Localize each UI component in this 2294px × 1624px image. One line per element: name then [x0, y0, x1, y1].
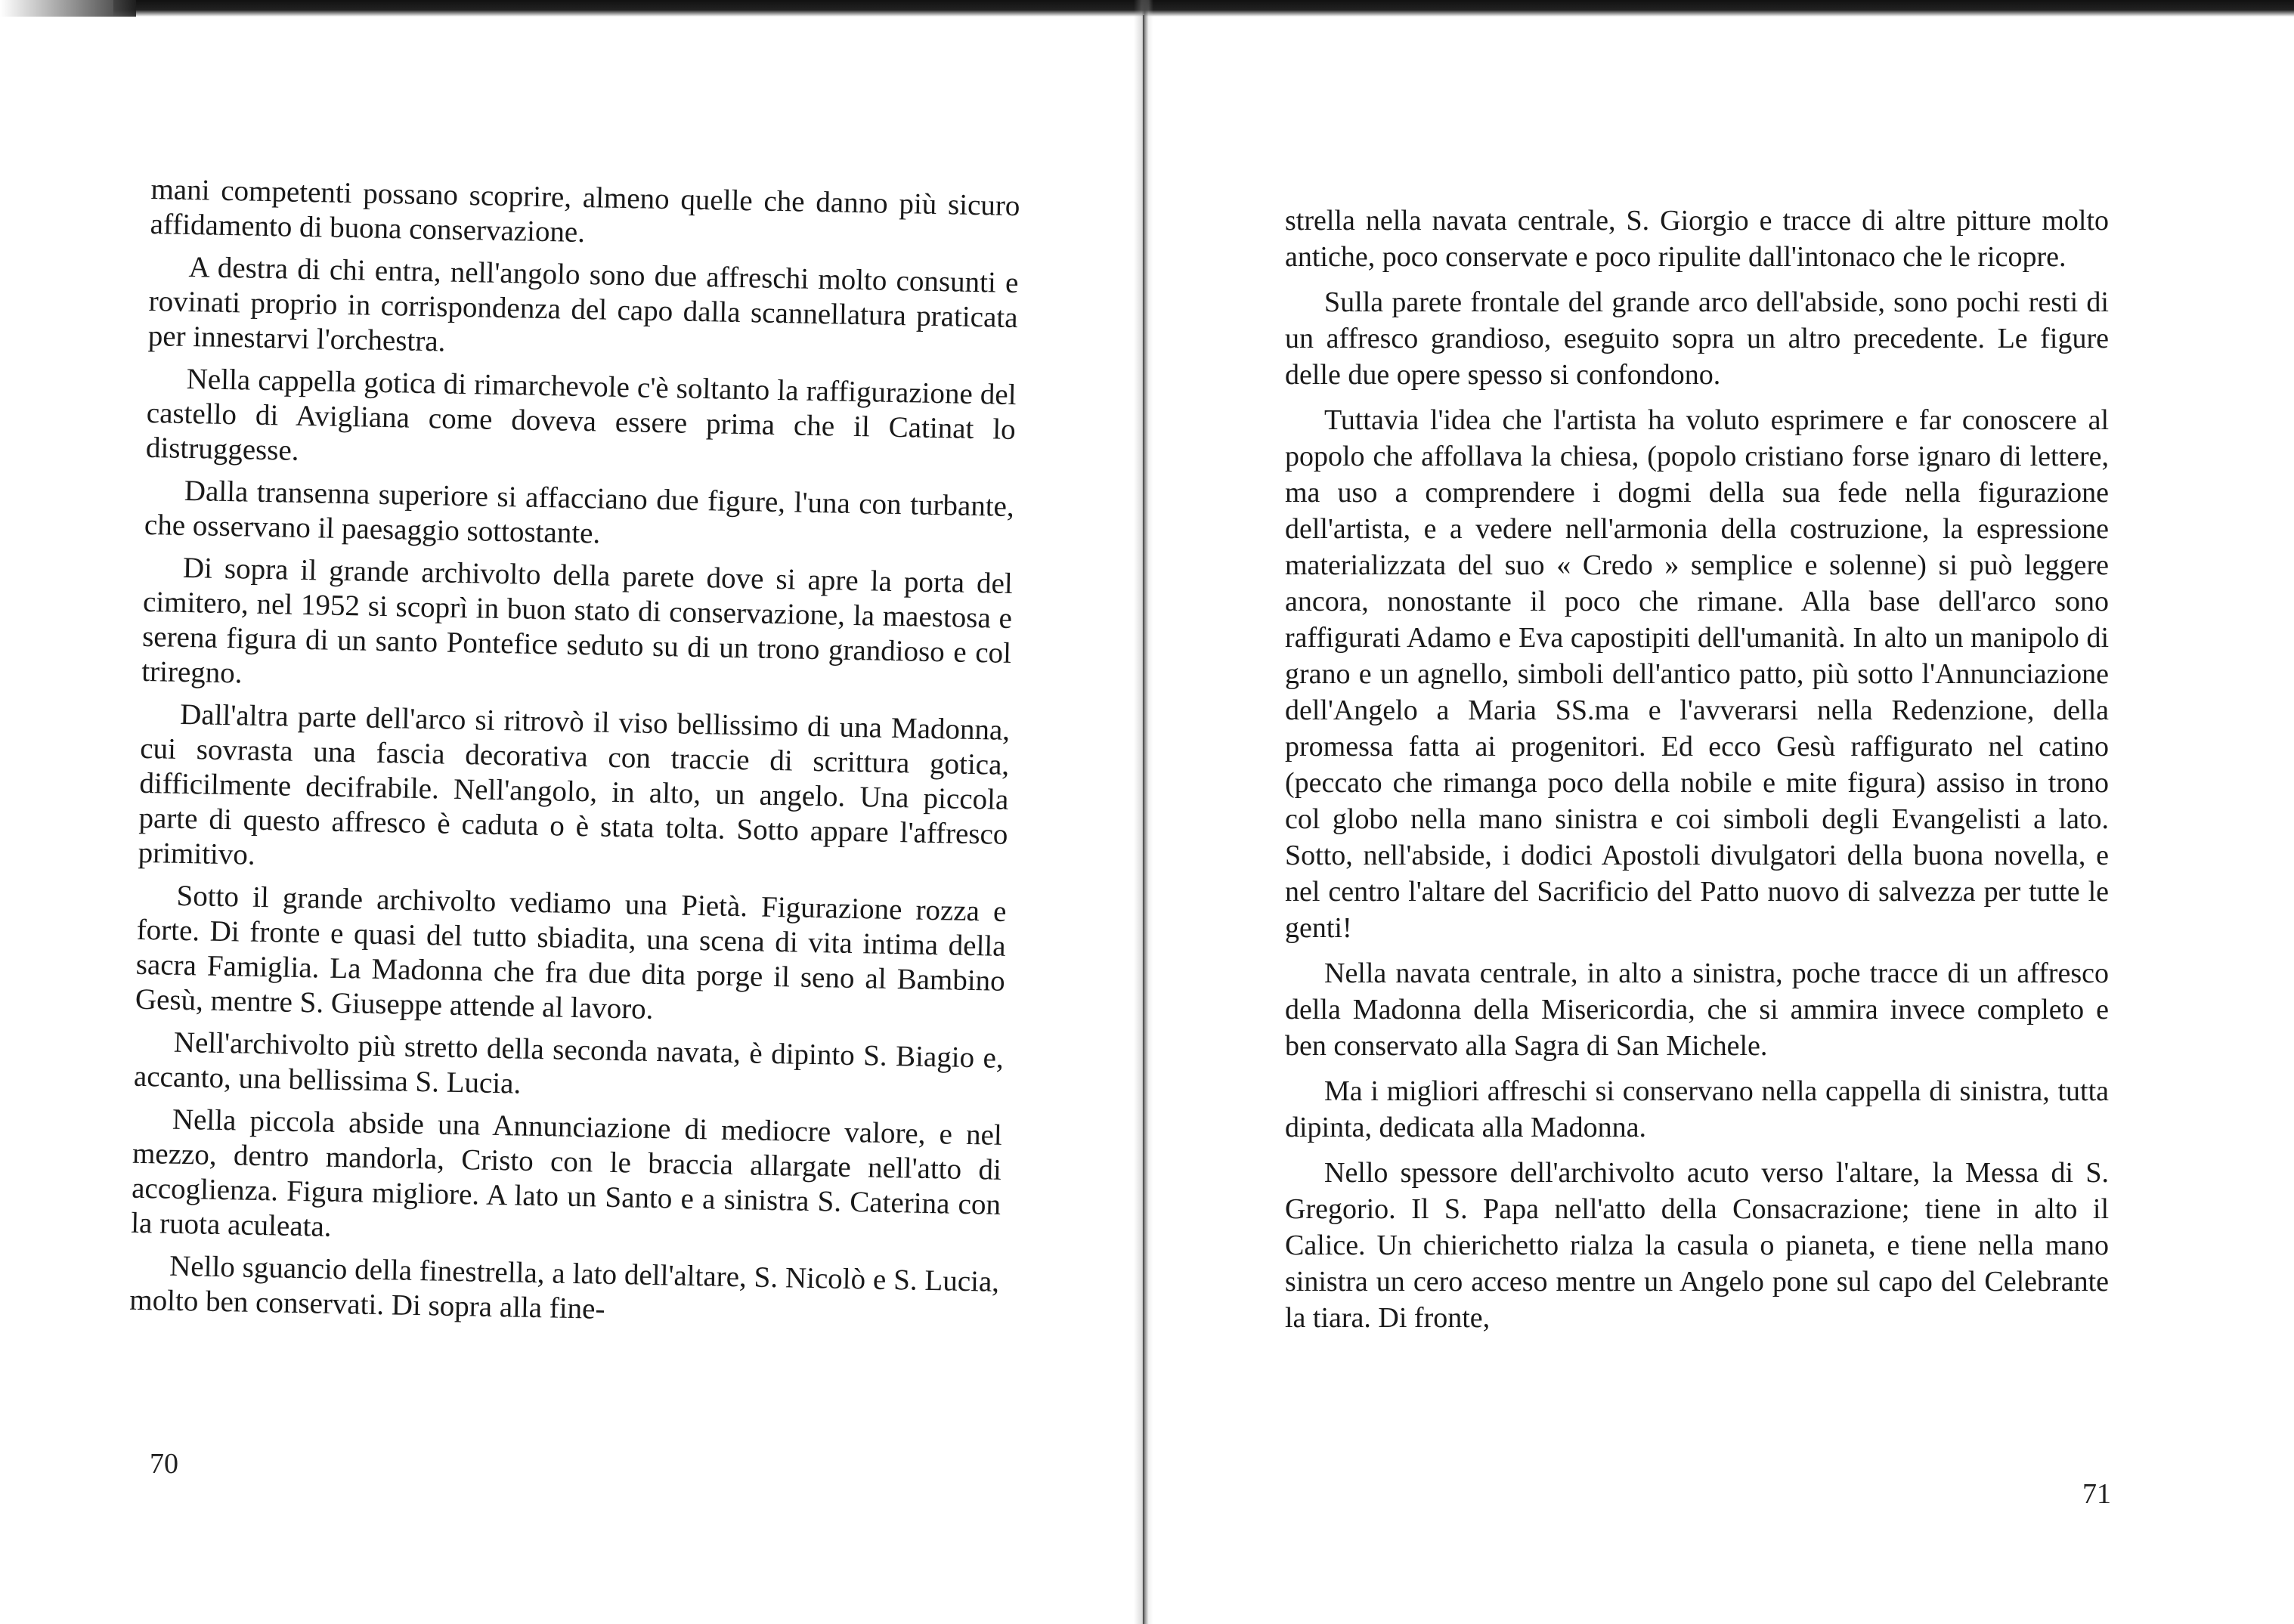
paragraph: Nella navata centrale, in alto a sinistra, poche tracce di un affresco della Madonna della Misericordia, che si ammira invece completo e ben conservato alla Sagra di San Michele.	[1285, 957, 2109, 1062]
gutter-line	[1143, 15, 1144, 1624]
paragraph: Tuttavia l'idea che l'artista ha voluto esprimere e far conoscere al popolo che affollava la chiesa, (popolo cristiano forse ignaro di lettere, ma uso a comprendere i dogmi della sua fede nella figurazione dell'artista, e a vedere nell'armonia della costruzione, la espressione materializzata del suo « Credo » semplice e solenne) si può leggere ancora, nonostante il poco che rimane. Alla base dell'arco sono raffigurati Adamo e Eva capostipiti dell'umanità. In alto un manipolo di grano e un agnello, simboli dell'antico patto, più sotto l'Annunciazione dell'Angelo a Maria SS.ma e l'avverarsi nella Redenzione, della promessa fatta ai progenitori. Ed ecco Gesù raffigurato nel catino (peccato che rimanga poco della nobile e mite figura) assiso in trono col globo nella mano sinistra e coi simboli degli Evangelisti a lato. Sotto, nell'abside, i dodici Apostoli divulgatori della buona novella, e nel centro l'altare del Sacrificio del Patto nuovo di salvezza per tutte le genti!	[1285, 404, 2109, 944]
page-number-right: 71	[2082, 1478, 2111, 1510]
right-page	[1285, 203, 2109, 1345]
paragraph: Nello sguancio della finestrella, a lato dell'altare, S. Nicolò e S. Lucia, molto ben conservati. Di sopra alla fine-	[128, 1249, 1000, 1325]
paragraph: A destra di chi entra, nell'angolo sono due affreschi molto consunti e rovinati proprio in corrispondenza del capo dalla scannellatura praticata per innestarvi l'orchestra.	[147, 250, 1019, 358]
scan-edge-shadow	[113, 0, 2294, 17]
paragraph: Di sopra il grande archivolto della parete dove si apre la porta del cimitero, nel 1952 si scoprì in buon stato di conservazione, la maestosa e serena figura di un santo Pontefice seduto su di un trono grandioso e col triregno.	[141, 551, 1014, 690]
paragraph: Sulla parete frontale del grande arco dell'abside, sono pochi resti di un affresco grandioso, eseguito sopra un altro precedente. Le figure delle due opere spesso si confondono.	[1285, 286, 2109, 391]
left-page	[129, 172, 1020, 1342]
paragraph: mani competenti possano scoprire, almeno quelle che danno più sicuro affidamento di buona conservazione.	[150, 172, 1020, 249]
page-number-left: 70	[150, 1448, 178, 1480]
paragraph: Nello spessore dell'archivolto acuto verso l'altare, la Messa di S. Gregorio. Il S. Papa nell'atto della Consacrazione; tiene in alto il Calice. Un chierichetto rialza la casula o pianeta, e tiene nella mano sinistra un cero acceso mentre un Angelo pone sul capo del Celebrante la tiara. Di fronte,	[1285, 1157, 2109, 1334]
paragraph: Ma i migliori affreschi si conservano nella cappella di sinistra, tutta dipinta, dedicata alla Madonna.	[1285, 1075, 2109, 1143]
paragraph: Dall'altra parte dell'arco si ritrovò il viso bellissimo di una Madonna, cui sovrasta una fascia decorativa con traccie di scrittura gotica, difficilmente decifrabile. Nell'angolo, in alto, un angelo. Una piccola parte di questo affresco è caduta o è stata tolta. Sotto appare l'affresco primitivo.	[138, 698, 1011, 871]
paragraph: Sotto il grande archivolto vediamo una Pietà. Figurazione rozza e forte. Di fronte e quasi del tutto sbiadita, una scena di vita intima della sacra Famiglia. La Madonna che fra due dita porge il seno al Bambino Gesù, mentre S. Giuseppe attende al lavoro.	[135, 879, 1007, 1025]
paragraph: Dalla transenna superiore si affacciano due figure, l'una con turbante, che osservano il paesaggio sottostante.	[144, 474, 1015, 550]
paragraph: strella nella navata centrale, S. Giorgio e tracce di altre pitture molto antiche, poco conservate e poco ripulite dall'intonaco che le ricopre.	[1285, 205, 2109, 273]
paragraph: Nella piccola abside una Annunciazione di mediocre valore, e nel mezzo, dentro mandorla, Cristo con le braccia allargate nell'atto di accoglienza. Figura migliore. A lato un Santo e a sinistra S. Caterina con la ruota aculeata.	[130, 1103, 1003, 1243]
paragraph: Nella cappella gotica di rimarchevole c'è soltanto la raffigurazione del castello di Avigliana come doveva essere prima che il Catinat lo distruggesse.	[145, 362, 1017, 467]
paragraph: Nell'archivolto più stretto della seconda navata, è dipinto S. Biagio e, accanto, una bellissima S. Lucia.	[133, 1025, 1005, 1100]
scan-edge-fade	[0, 0, 136, 17]
